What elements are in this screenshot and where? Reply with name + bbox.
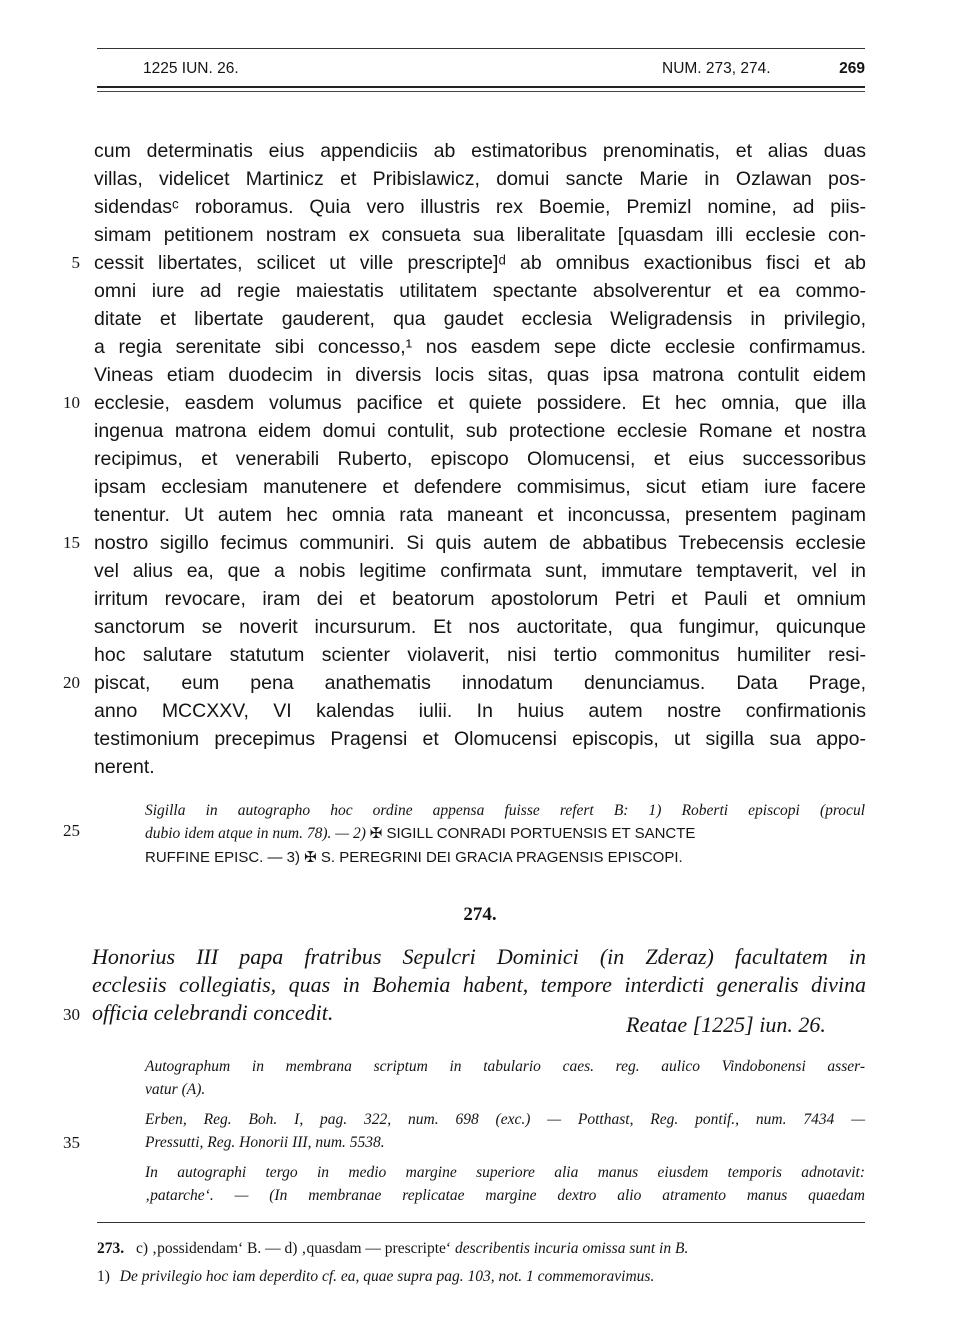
seal-note-line: RUFFINE EPISC. — 3) ✠ S. PEREGRINI DEI GRACIA PRAGENSIS EPISCOPI. xyxy=(145,849,683,866)
header-document-numbers: NUM. 273, 274. xyxy=(662,60,771,77)
seal-note-line xyxy=(145,823,865,845)
note-line: In autographi tergo in medio margine superiore alia manus eiusdem temporis adnotavit: xyxy=(145,1164,865,1181)
line-number: 10 xyxy=(63,393,80,412)
body-line: nostro sigillo fecimus communiri. Si quis autem de abbatibus Trebecensis ecclesie xyxy=(94,532,866,554)
header-rule-thick xyxy=(97,86,865,88)
body-line: ditate et libertate gauderent, qua gaudet ecclesia Weligradensis in privilegio, xyxy=(94,308,866,330)
body-line: simam petitionem nostram ex consueta sua liberalitate [quasdam illi ecclesie con- xyxy=(94,224,866,246)
body-line: vel alius ea, que a nobis legitime confirmata sunt, immutare temptaverit, vel in xyxy=(94,560,866,582)
footnote-text: describentis incuria omissa sunt in B. xyxy=(454,1240,689,1257)
line-number: 35 xyxy=(63,1133,80,1152)
body-line: ipsam ecclesiam manutenere et defendere commisimus, sicut etiam iure facere xyxy=(94,476,866,498)
body-line: anno MCCXXV, VI kalendas iulii. In huius autem nostre confirmationis xyxy=(94,700,866,722)
footnote-number: 1) xyxy=(97,1268,110,1285)
body-line: ecclesie, easdem volumus pacifice et quiete possidere. Et hec omnia, que illa xyxy=(94,392,866,414)
body-line: sanctorum se noverit incursurum. Et nos auctoritate, qua fungimur, quicunque xyxy=(94,616,866,638)
footnote-text: c) ‚possidendam‘ B. — d) ‚quasdam — prescripte‘ xyxy=(136,1240,452,1257)
footnote xyxy=(97,1238,865,1260)
line-number: 30 xyxy=(63,1005,80,1024)
body-line: tenentur. Ut autem hec omnia rata maneant et inconcussa, presentem paginam xyxy=(94,504,866,526)
note-line: Erben, Reg. Boh. I, pag. 322, num. 698 (exc.) — Potthast, Reg. pontif., num. 7434 — xyxy=(145,1111,865,1128)
seal-note-legend: ✠ SIGILL CONRADI PORTUENSIS ET SANCTE xyxy=(369,825,696,842)
note-line: ‚patarche‘. — (In membranae replicatae margine dextro alio atramento manus quaedam xyxy=(145,1187,865,1204)
regest-line: ecclesiis collegiatis, quas in Bohemia habent, tempore interdicti generalis divina xyxy=(92,972,866,997)
body-line: testimonium precepimus Pragensi et Olomucensi episcopis, ut sigilla sua appo- xyxy=(94,728,866,750)
body-line: Vineas etiam duodecim in diversis locis sitas, quas ipsa matrona contulit eidem xyxy=(94,364,866,386)
regest-line: Honorius III papa fratribus Sepulcri Dominici (in Zderaz) facultatem in xyxy=(92,944,866,969)
running-header xyxy=(97,60,865,82)
body-line: a regia serenitate sibi concesso,¹ nos easdem sepe dicte ecclesie confirmamus. xyxy=(94,336,866,358)
footnote-rule xyxy=(97,1222,865,1223)
footnote-text: De privilegio hoc iam deperdito cf. ea, quae supra pag. 103, not. 1 commemoravimus. xyxy=(119,1268,655,1285)
header-date: 1225 IUN. 26. xyxy=(143,60,239,77)
body-line: nerent. xyxy=(94,756,155,778)
body-line: ingenua matrona eidem domui contulit, sub protectione ecclesie Romane et nostra xyxy=(94,420,866,442)
page-number: 269 xyxy=(839,60,865,77)
footnote-number: 273. xyxy=(97,1240,125,1257)
header-rule-thin xyxy=(97,91,865,92)
body-line: sidendasᶜ roboramus. Quia vero illustris rex Boemie, Premizl nomine, ad piis- xyxy=(94,196,866,218)
line-number: 25 xyxy=(63,821,80,840)
body-line: cum determinatis eius appendiciis ab estimatoribus prenominatis, et alias duas xyxy=(94,140,866,162)
header-rule-top xyxy=(97,48,865,49)
note-line: Pressutti, Reg. Honorii III, num. 5538. xyxy=(145,1134,385,1151)
seal-note-line: Sigilla in autographo hoc ordine appensa fuisse refert B: 1) Roberti episcopi (procul xyxy=(145,802,865,819)
line-number: 5 xyxy=(71,253,80,272)
document-number: 274. xyxy=(463,904,497,925)
body-line: villas, videlicet Martinicz et Pribislawicz, domui sancte Marie in Ozlawan pos- xyxy=(94,168,866,190)
regest-place-date: Reatae [1225] iun. 26. xyxy=(626,1012,826,1037)
body-line: omni iure ad regie maiestatis utilitatem spectante absolverentur et ea commo- xyxy=(94,280,866,302)
line-number: 20 xyxy=(63,673,80,692)
body-line: cessit libertates, scilicet ut ville prescripte]ᵈ ab omnibus exactionibus fisci et ab xyxy=(94,252,866,274)
body-line: recipimus, et venerabili Ruberto, episcopo Olomucensi, et eius successoribus xyxy=(94,448,866,470)
seal-note-italic: dubio idem atque in num. 78). — 2) xyxy=(145,825,370,842)
body-line: irritum revocare, iram dei et beatorum apostolorum Petri et Pauli et omnium xyxy=(94,588,866,610)
body-line: piscat, eum pena anathematis innodatum denunciamus. Data Prage, xyxy=(94,672,866,694)
body-line: hoc salutare statutum scienter violaverit, nisi tertio commonitus humiliter resi- xyxy=(94,644,866,666)
line-number: 15 xyxy=(63,533,80,552)
regest-line: officia celebrandi concedit. xyxy=(92,1000,334,1025)
footnote xyxy=(97,1266,865,1288)
note-line: Autographum in membrana scriptum in tabulario caes. reg. aulico Vindobonensi asser- xyxy=(145,1058,865,1075)
note-line: vatur (A). xyxy=(145,1081,206,1098)
